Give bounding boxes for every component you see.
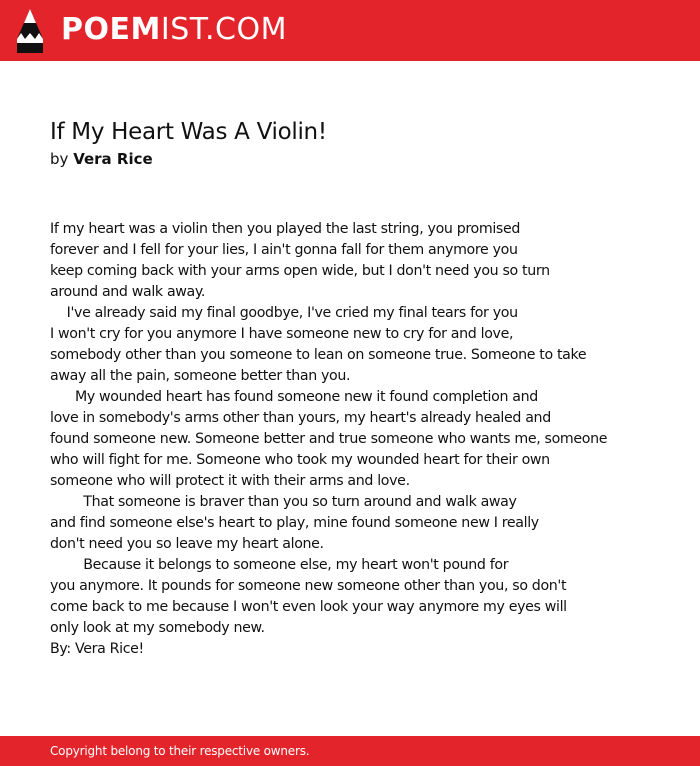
poem-line: forever and I fell for your lies, I ain't gonna fall for them anymore you xyxy=(50,242,518,258)
poem-body xyxy=(50,219,690,660)
poem-line: Because it belongs to someone else, my heart won't pound for xyxy=(50,557,509,573)
copyright-text: Copyright belong to their respective owners. xyxy=(50,744,310,758)
author-name: Vera Rice xyxy=(73,150,153,168)
poem-line: That someone is braver than you so turn around and walk away xyxy=(50,494,517,510)
poem-title: If My Heart Was A Violin! xyxy=(50,119,327,145)
poem-line: don't need you so leave my heart alone. xyxy=(50,536,324,552)
site-header xyxy=(0,0,700,61)
poem-line: I've already said my final goodbye, I've cried my final tears for you xyxy=(50,305,518,321)
pencil-logo-icon[interactable] xyxy=(17,9,43,53)
poem-line: If my heart was a violin then you played the last string, you promised xyxy=(50,221,520,237)
poem-line: My wounded heart has found someone new it found completion and xyxy=(50,389,538,405)
logo-light-text: IST.COM xyxy=(160,12,287,47)
poem-line: someone who will protect it with their arms and love. xyxy=(50,473,410,489)
site-footer xyxy=(0,736,700,766)
poem-line: and find someone else's heart to play, mine found someone new I really xyxy=(50,515,539,531)
site-logo[interactable] xyxy=(61,12,287,48)
poem-line: away all the pain, someone better than you. xyxy=(50,368,351,384)
poem-line: who will fight for me. Someone who took my wounded heart for their own xyxy=(50,452,550,468)
logo-bold-text: POEM xyxy=(61,12,161,47)
poem-line: love in somebody's arms other than yours, my heart's already healed and xyxy=(50,410,551,426)
poem-line: By: Vera Rice! xyxy=(50,641,144,657)
poem-line: come back to me because I won't even look your way anymore my eyes will xyxy=(50,599,567,615)
byline xyxy=(50,149,153,169)
by-label: by xyxy=(50,150,69,168)
poem-line: somebody other than you someone to lean on someone true. Someone to take xyxy=(50,347,587,363)
poem-line: keep coming back with your arms open wide, but I don't need you so turn xyxy=(50,263,550,279)
poem-line: around and walk away. xyxy=(50,284,206,300)
poem-line: you anymore. It pounds for someone new someone other than you, so don't xyxy=(50,578,567,594)
poem-line: only look at my somebody new. xyxy=(50,620,265,636)
poem-line: I won't cry for you anymore I have someone new to cry for and love, xyxy=(50,326,514,342)
poem-line: found someone new. Someone better and true someone who wants me, someone xyxy=(50,431,608,447)
